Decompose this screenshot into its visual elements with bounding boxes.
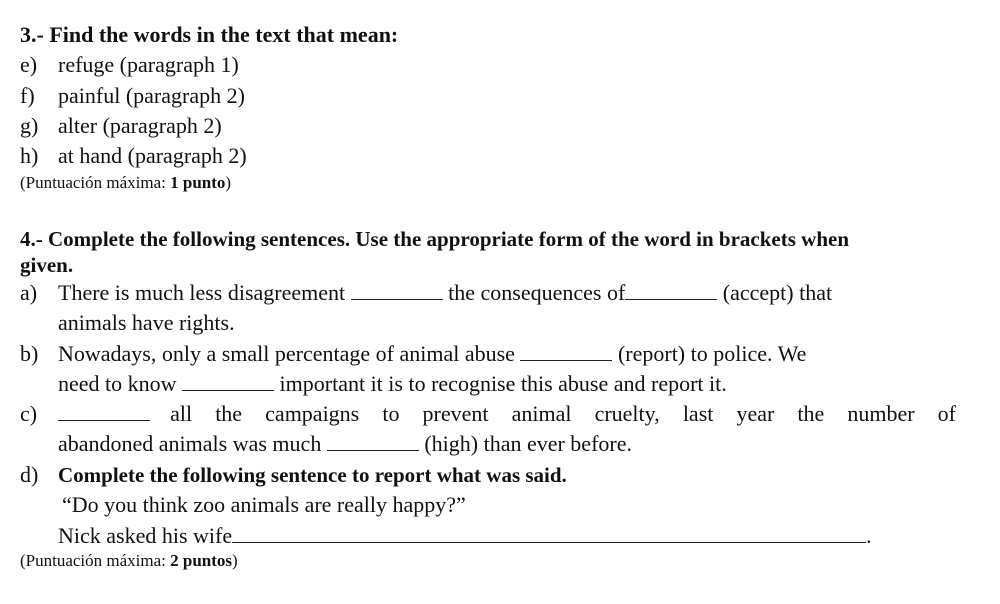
q4d-answer-line bbox=[58, 522, 872, 549]
q3-item-label: e) bbox=[20, 52, 38, 77]
score-value: 2 puntos bbox=[170, 551, 233, 570]
q4c-text-2: abandoned animals was much bbox=[58, 431, 322, 456]
q4d-prompt: Nick asked his wife bbox=[58, 523, 233, 548]
q4b-text-3: need to know bbox=[58, 371, 177, 396]
q4d-quote: “Do you think zoo animals are really happy?” bbox=[62, 492, 466, 517]
q4d-answer-blank[interactable] bbox=[232, 522, 866, 543]
q4c-line1 bbox=[58, 401, 956, 427]
q4a-text-1: There is much less disagreement bbox=[58, 280, 346, 305]
q4d-label: d) bbox=[20, 462, 39, 487]
q4c-text-1: all the campaigns to prevent animal cruelty, last year the number of bbox=[170, 401, 957, 426]
q4d-instruction: Complete the following sentence to report what was said. bbox=[58, 463, 567, 487]
q4-score bbox=[20, 550, 238, 572]
q4b-line2 bbox=[58, 371, 727, 397]
q3-score bbox=[20, 172, 231, 194]
q3-item-text: alter (paragraph 2) bbox=[58, 113, 222, 138]
q4a-blank-2[interactable] bbox=[625, 281, 717, 300]
score-prefix: (Puntuación máxima: bbox=[20, 551, 171, 570]
q4c-line2 bbox=[58, 431, 632, 457]
q4b-blank-1[interactable] bbox=[520, 342, 612, 361]
score-value: 1 punto bbox=[170, 173, 226, 192]
score-suffix: ) bbox=[225, 173, 232, 192]
q4b-line1 bbox=[58, 341, 806, 367]
q3-title: 3.- Find the words in the text that mean: bbox=[20, 22, 399, 47]
q4a-text-2: the consequences of bbox=[448, 280, 626, 305]
q3-item-text: refuge (paragraph 1) bbox=[58, 52, 239, 77]
q4b-text-1: Nowadays, only a small percentage of animal abuse bbox=[58, 341, 515, 366]
q3-item-label: h) bbox=[20, 143, 39, 168]
q4-title-line2: given. bbox=[20, 253, 74, 277]
q4a-label: a) bbox=[20, 280, 38, 305]
q4c-blank-2[interactable] bbox=[327, 432, 419, 451]
q4c-label: c) bbox=[20, 401, 38, 426]
score-prefix: (Puntuación máxima: bbox=[20, 173, 171, 192]
q4c-blank-1[interactable] bbox=[58, 402, 150, 421]
q4a-blank-1[interactable] bbox=[351, 281, 443, 300]
q4c-text-3: (high) than ever before. bbox=[424, 431, 632, 456]
q3-item-label: g) bbox=[20, 113, 39, 138]
q4b-blank-2[interactable] bbox=[182, 372, 274, 391]
score-suffix: ) bbox=[232, 551, 238, 570]
q4a-text-3: (accept) that bbox=[722, 280, 833, 305]
q3-item-text: painful (paragraph 2) bbox=[58, 83, 245, 108]
q4-title-line1: 4.- Complete the following sentences. Use the appropriate form of the word in brackets when bbox=[20, 227, 850, 251]
q3-item-label: f) bbox=[20, 83, 35, 108]
q4b-text-4: important it is to recognise this abuse and report it. bbox=[279, 371, 727, 396]
q3-item-text: at hand (paragraph 2) bbox=[58, 143, 247, 168]
q4b-label: b) bbox=[20, 341, 39, 366]
q4b-text-2: (report) to police. We bbox=[617, 341, 807, 366]
q4a-line2: animals have rights. bbox=[58, 310, 235, 335]
q4a-line1 bbox=[58, 280, 832, 306]
q4d-end: . bbox=[866, 523, 872, 548]
